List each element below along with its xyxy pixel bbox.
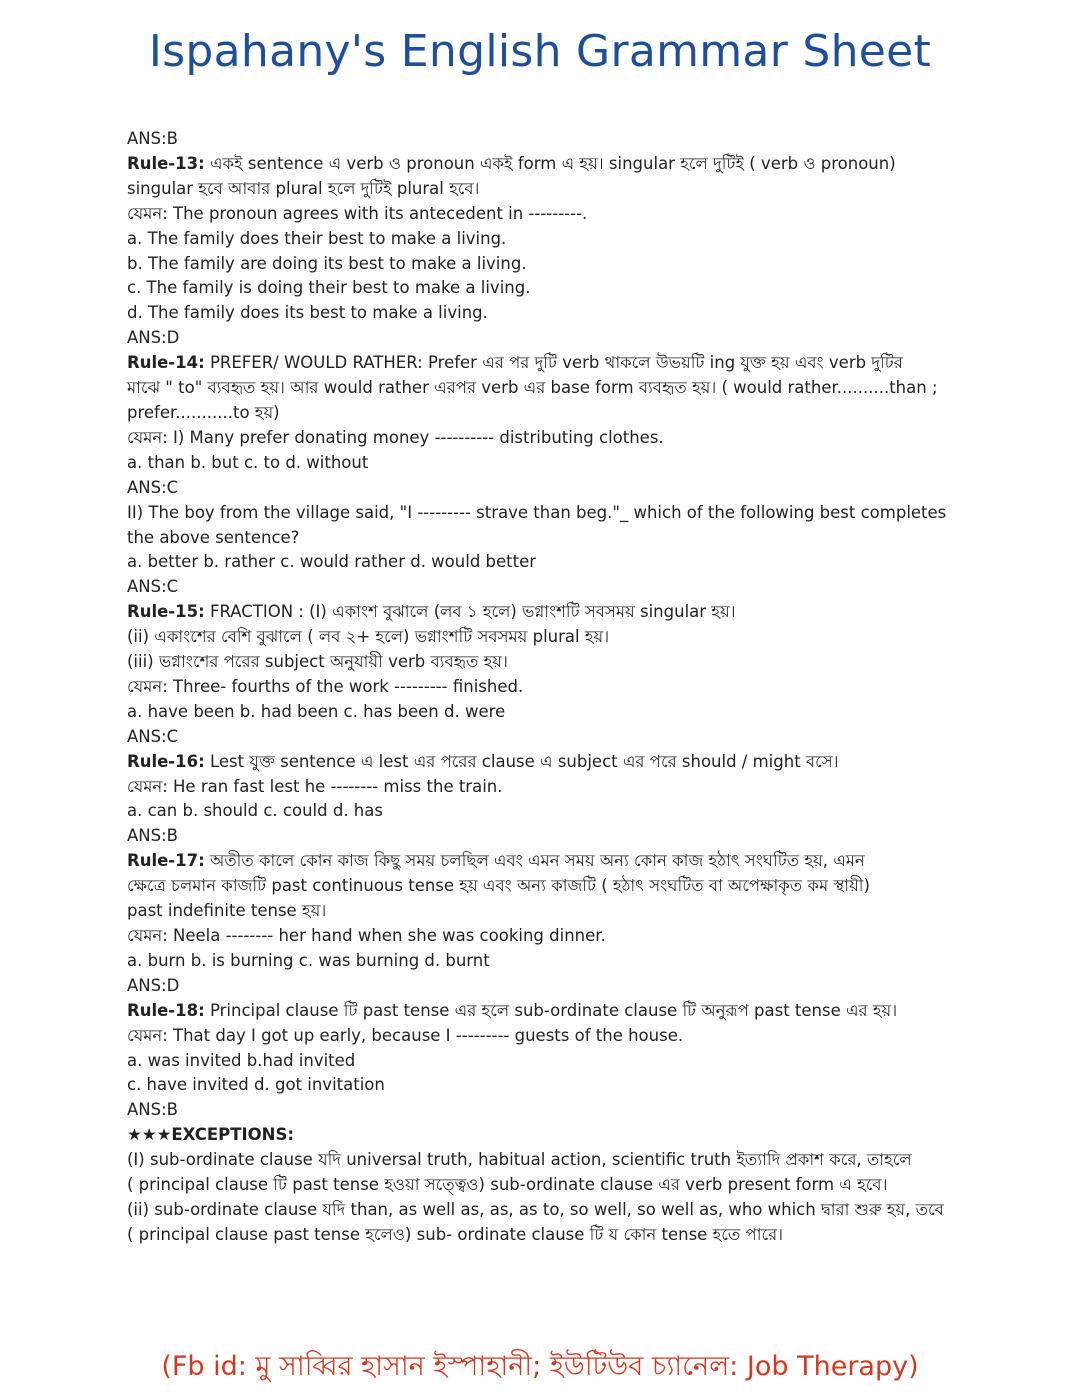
rule-text: অতীত কালে কোন কাজ কিছু সময় চলছিল এবং এমন সময় অন্য কোন কাজ হঠাৎ সংঘটিত হয়, এমন <box>204 851 865 871</box>
rule-text-line: (ii) একাংশের বেশি বুঝালে ( লব ২+ হলে) ভগ্নাংশটি সবসময় plural হয়। <box>127 627 610 647</box>
rule-15-heading <box>127 600 1027 625</box>
rule-label: Rule-13: <box>127 153 205 173</box>
answer-line: ANS:D <box>127 975 180 995</box>
rule-text-line: (iii) ভগ্নাংশের পরের subject অনুযায়ী verb ব্যবহৃত হয়। <box>127 652 508 672</box>
answer-line: ANS:B <box>127 1100 178 1120</box>
answer-line: ANS:D <box>127 328 180 348</box>
answer-line: ANS:C <box>127 726 179 746</box>
exception-line: ( principal clause past tense হলেও) sub- ordinate clause টি য কোন tense হতে পারে। <box>127 1224 784 1244</box>
rule-text: Lest যুক্ত sentence এ lest এর পরের clause এ subject এর পরে should / might বসে। <box>204 751 839 771</box>
rule-17-heading <box>127 849 1027 874</box>
rule-text-line: prefer...........to হয়) <box>127 402 280 422</box>
option-line: a. better b. rather c. would rather d. would better <box>127 552 537 572</box>
rule-label: Rule-18: <box>127 1000 205 1020</box>
rule-18-heading <box>127 999 1027 1024</box>
rule-text-line: past indefinite tense হয়। <box>127 901 327 921</box>
rule-text-line: মাঝে " to" ব্যবহৃত হয়। আর would rather এরপর verb এর base form ব্যবহৃত হয়। ( would rather..........than ; <box>127 378 938 398</box>
answer-line: ANS:B <box>127 129 178 148</box>
option-line: b. The family are doing its best to make a living. <box>127 253 527 273</box>
option-line: c. have invited d. got invitation <box>127 1075 385 1095</box>
example-line: যেমন: Three- fourths of the work --------- finished. <box>127 676 524 696</box>
answer-line: ANS:C <box>127 477 179 497</box>
answer-line: ANS:C <box>127 577 179 597</box>
exceptions-heading: ★★★EXCEPTIONS: <box>127 1125 294 1145</box>
footer-credit: (Fb id: মু সাব্বির হাসান ইস্পাহানী; ইউটিউব চ্যানেল: Job Therapy) <box>161 1351 919 1382</box>
option-line: a. than b. but c. to d. without <box>127 452 369 472</box>
option-line: a. can b. should c. could d. has <box>127 801 383 821</box>
rule-text: FRACTION : (I) একাংশ বুঝালে (লব ১ হলে) ভগ্নাংশটি সবসময় singular হয়। <box>204 602 736 622</box>
example-line: যেমন: The pronoun agrees with its antecedent in ---------. <box>127 203 588 223</box>
option-line: a. The family does their best to make a living. <box>127 228 507 248</box>
exception-line: (ii) sub-ordinate clause যদি than, as well as, as, as to, so well, so well as, who which দ্বারা শুরু হয়, তবে <box>127 1199 944 1219</box>
rule-label: Rule-15: <box>127 602 205 622</box>
rule-16-heading <box>127 750 1027 775</box>
rule-text: একই sentence এ verb ও pronoun একই form এ হয়। singular হলে দুটিই ( verb ও pronoun) <box>204 153 896 173</box>
rule-13-heading <box>127 152 1027 177</box>
page-title: Ispahany's English Grammar Sheet <box>148 26 932 77</box>
rule-label: Rule-16: <box>127 751 205 771</box>
option-line: c. The family is doing their best to make a living. <box>127 278 531 298</box>
grammar-sheet <box>127 127 1027 1248</box>
example-line: যেমন: Neela -------- her hand when she was cooking dinner. <box>127 926 606 945</box>
rule-text: Principal clause টি past tense এর হলে sub-ordinate clause টি অনুরূপ past tense এর হয়। <box>204 1000 898 1020</box>
option-line: a. burn b. is burning c. was burning d. burnt <box>127 950 490 970</box>
rule-14-heading <box>127 351 1027 376</box>
rule-text-line: singular হবে আবার plural হলে দুটিই plural হবে। <box>127 178 480 198</box>
exception-line: ( principal clause টি past tense হওয়া সত্ত্বেও) sub-ordinate clause এর verb present form এ হবে। <box>127 1175 888 1195</box>
example-line: যেমন: He ran fast lest he -------- miss the train. <box>127 776 503 796</box>
answer-line: ANS:B <box>127 826 178 846</box>
option-line: a. have been b. had been c. has been d. were <box>127 701 506 721</box>
option-line: a. was invited b.had invited <box>127 1050 356 1070</box>
rule-label: Rule-17: <box>127 851 205 871</box>
rule-label: Rule-14: <box>127 353 205 373</box>
exception-line: (I) sub-ordinate clause যদি universal truth, habitual action, scientific truth ইত্যাদি প্রকাশ করে, তাহলে <box>127 1150 912 1170</box>
example-line: II) The boy from the village said, "I --------- strave than beg."_ which of the following best completes <box>127 502 947 522</box>
example-line: যেমন: That day I got up early, because I --------- guests of the house. <box>127 1025 684 1045</box>
example-line: the above sentence? <box>127 527 300 547</box>
option-line: d. The family does its best to make a living. <box>127 303 488 323</box>
rule-text-line: ক্ষেত্রে চলমান কাজটি past continuous tense হয় এবং অন্য কাজটি ( হঠাৎ সংঘটিত বা অপেক্ষাকৃত কম স্থায়ী) <box>127 876 870 896</box>
rule-text: PREFER/ WOULD RATHER: Prefer এর পর দুটি verb থাকলে উভয়টি ing যুক্ত হয় এবং verb দুটির <box>204 353 903 373</box>
example-line: যেমন: I) Many prefer donating money ---------- distributing clothes. <box>127 427 664 447</box>
